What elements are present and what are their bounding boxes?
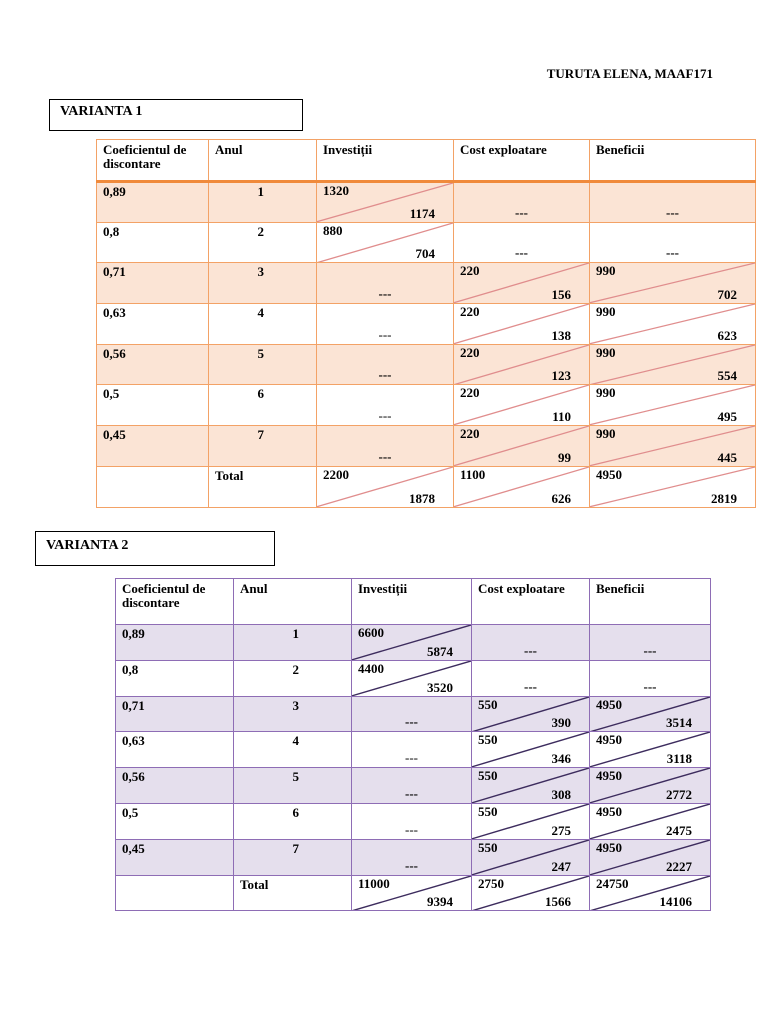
discounted-value: 3118: [666, 751, 692, 767]
empty-dash: ---: [524, 678, 537, 694]
cost-cell: [472, 768, 590, 804]
ben-cell: [590, 426, 756, 467]
year-cell: [234, 696, 352, 732]
total-label: Total: [240, 876, 269, 892]
year-cell: [209, 466, 317, 507]
cost-cell: [454, 222, 590, 263]
cost-cell: [454, 344, 590, 385]
empty-dash: ---: [378, 326, 392, 342]
inv-cell: [352, 839, 472, 875]
cost-cell: [454, 182, 590, 223]
table-row: [97, 222, 756, 263]
discounted-value: 3520: [427, 679, 453, 695]
header-label: Investiții: [323, 142, 373, 157]
year-value: 2: [292, 661, 299, 677]
header-row: [97, 140, 756, 182]
discounted-value: 2475: [666, 822, 692, 838]
nominal-value: 550: [478, 768, 498, 784]
table-row: [116, 625, 711, 661]
coef-value: 0,45: [103, 427, 126, 443]
empty-dash: ---: [378, 408, 392, 424]
header-label: Cost exploatare: [460, 142, 547, 157]
ben-cell: [590, 803, 711, 839]
year-cell: [209, 182, 317, 223]
empty-dash: ---: [378, 448, 392, 464]
ben-cell: [590, 875, 711, 911]
empty-dash: ---: [524, 642, 537, 658]
inv-cell: [352, 625, 472, 661]
empty-dash: ---: [378, 286, 392, 302]
ben-cell: [590, 696, 711, 732]
nominal-value: 220: [460, 304, 480, 320]
nominal-value: 24750: [596, 875, 629, 891]
cost-cell: [454, 385, 590, 426]
header-label: Anul: [240, 581, 268, 596]
discounted-value: 390: [551, 715, 571, 731]
total-label: Total: [215, 467, 244, 483]
inv-cell: [317, 426, 454, 467]
header-label: Beneficii: [596, 581, 645, 596]
nominal-value: 550: [478, 839, 498, 855]
discounted-value: 704: [415, 246, 435, 262]
ben-cell: [590, 839, 711, 875]
discounted-value: 14106: [659, 894, 692, 910]
discounted-value: 623: [717, 327, 737, 343]
year-value: 5: [292, 769, 299, 785]
inv-cell: [352, 768, 472, 804]
year-value: 1: [292, 626, 299, 641]
coef-cell: [97, 263, 209, 304]
cost-cell: [472, 660, 590, 696]
year-value: 1: [257, 184, 264, 199]
cost-cell: [454, 426, 590, 467]
coef-value: 0,8: [122, 661, 139, 677]
cost-cell: [472, 732, 590, 768]
cost-cell: [472, 696, 590, 732]
nominal-value: 880: [323, 222, 343, 238]
discounted-value: 9394: [427, 894, 453, 910]
ben-cell: [590, 466, 756, 507]
ben-cell: [590, 344, 756, 385]
year-cell: [234, 768, 352, 804]
coef-value: 0,71: [103, 264, 126, 280]
nominal-value: 4950: [596, 803, 622, 819]
ben-cell: [590, 263, 756, 304]
header-cell: [590, 140, 756, 182]
empty-dash: ---: [405, 857, 418, 873]
table-row: [116, 696, 711, 732]
empty-dash: ---: [405, 750, 418, 766]
header-cell: [97, 140, 209, 182]
year-cell: [234, 625, 352, 661]
year-cell: [209, 263, 317, 304]
inv-cell: [317, 263, 454, 304]
nominal-value: 4950: [596, 768, 622, 784]
discounted-value: 346: [551, 751, 571, 767]
coef-cell: [97, 426, 209, 467]
nominal-value: 6600: [358, 625, 384, 640]
discounted-value: 156: [551, 287, 571, 303]
header-label: Investiții: [358, 581, 408, 596]
header-cell: [472, 579, 590, 625]
header-cell: [116, 579, 234, 625]
discounted-value: 1878: [409, 490, 435, 506]
cost-cell: [454, 263, 590, 304]
year-cell: [209, 222, 317, 263]
header-label: Cost exploatare: [478, 581, 565, 596]
coef-value: 0,63: [122, 733, 145, 749]
ben-cell: [590, 385, 756, 426]
empty-dash: ---: [515, 204, 528, 220]
coef-cell: [97, 385, 209, 426]
inv-cell: [317, 385, 454, 426]
table-row: [97, 304, 756, 345]
cost-cell: [472, 625, 590, 661]
coef-value: 0,5: [103, 386, 120, 402]
inv-cell: [352, 732, 472, 768]
year-value: 6: [257, 386, 264, 402]
year-value: 4: [292, 733, 299, 749]
nominal-value: 4950: [596, 696, 622, 712]
empty-dash: ---: [405, 785, 418, 801]
coef-cell: [116, 768, 234, 804]
nominal-value: 4950: [596, 732, 622, 748]
nominal-value: 4950: [596, 466, 622, 482]
variant-1-table: [96, 139, 756, 508]
cost-cell: [454, 466, 590, 507]
discounted-value: 702: [717, 287, 737, 303]
table-row: [97, 263, 756, 304]
discounted-value: 3514: [666, 715, 692, 731]
year-cell: [209, 385, 317, 426]
header-cell: [234, 579, 352, 625]
year-cell: [209, 426, 317, 467]
year-cell: [234, 803, 352, 839]
coef-value: 0,56: [122, 769, 145, 785]
year-value: 6: [292, 804, 299, 820]
coef-cell: [97, 466, 209, 507]
nominal-value: 2750: [478, 875, 504, 891]
discounted-value: 2227: [666, 858, 692, 874]
table-row: [116, 732, 711, 768]
nominal-value: 220: [460, 344, 480, 360]
cost-cell: [472, 803, 590, 839]
empty-dash: ---: [643, 678, 657, 694]
nominal-value: 2200: [323, 466, 349, 482]
year-cell: [234, 660, 352, 696]
year-cell: [234, 875, 352, 911]
header-row: [116, 579, 711, 625]
year-value: 7: [257, 427, 264, 443]
nominal-value: 550: [478, 696, 498, 712]
variant-2-title: VARIANTA 2: [46, 538, 129, 553]
discounted-value: 554: [717, 368, 737, 384]
ben-cell: [590, 660, 711, 696]
coef-value: 0,5: [122, 804, 139, 820]
empty-dash: ---: [405, 821, 418, 837]
variant-1-title-box: [49, 99, 303, 131]
year-cell: [234, 732, 352, 768]
coef-value: 0,89: [103, 184, 126, 199]
empty-dash: ---: [405, 714, 418, 730]
nominal-value: 220: [460, 426, 480, 442]
coef-cell: [116, 696, 234, 732]
table-row: [116, 768, 711, 804]
cost-cell: [472, 875, 590, 911]
coef-value: 0,8: [103, 223, 120, 239]
header-cell: [590, 579, 711, 625]
cost-cell: [472, 839, 590, 875]
nominal-value: 220: [460, 385, 480, 401]
coef-cell: [116, 660, 234, 696]
table-row: [116, 660, 711, 696]
discounted-value: 2819: [711, 490, 737, 506]
inv-cell: [352, 875, 472, 911]
inv-cell: [352, 696, 472, 732]
variant-1-title: VARIANTA 1: [60, 104, 143, 119]
empty-dash: ---: [643, 642, 657, 658]
year-value: 4: [257, 305, 264, 321]
inv-cell: [317, 344, 454, 385]
header-cell: [317, 140, 454, 182]
nominal-value: 1100: [460, 466, 486, 482]
coef-cell: [116, 839, 234, 875]
discounted-value: 123: [551, 368, 571, 384]
empty-dash: ---: [666, 204, 679, 220]
nominal-value: 990: [596, 385, 616, 401]
discounted-value: 1566: [545, 894, 571, 910]
year-value: 2: [257, 223, 264, 239]
variant-2-title-box: [35, 531, 275, 566]
coef-cell: [97, 222, 209, 263]
header-label: Coeficientul de discontare: [122, 581, 206, 610]
discounted-value: 626: [551, 490, 571, 506]
author-line: TURUTA ELENA, MAAF171: [546, 66, 713, 81]
year-cell: [209, 304, 317, 345]
coef-value: 0,89: [122, 626, 145, 641]
discounted-value: 275: [551, 822, 571, 838]
table-row: [97, 385, 756, 426]
header-cell: [454, 140, 590, 182]
discounted-value: 308: [551, 786, 571, 802]
ben-cell: [590, 732, 711, 768]
coef-value: 0,45: [122, 840, 145, 856]
ben-cell: [590, 222, 756, 263]
total-row: [97, 466, 756, 507]
year-value: 3: [292, 697, 299, 713]
ben-cell: [590, 182, 756, 223]
nominal-value: 990: [596, 304, 616, 320]
discounted-value: 247: [551, 858, 571, 874]
coef-value: 0,56: [103, 345, 126, 361]
year-value: 5: [257, 345, 264, 361]
nominal-value: 220: [460, 263, 480, 279]
coef-cell: [97, 344, 209, 385]
coef-value: 0,71: [122, 697, 145, 713]
nominal-value: 11000: [358, 875, 390, 891]
nominal-value: 990: [596, 344, 616, 360]
table-row: [97, 426, 756, 467]
nominal-value: 550: [478, 732, 498, 748]
discounted-value: 1174: [409, 205, 435, 221]
discounted-value: 445: [717, 449, 737, 465]
coef-cell: [116, 732, 234, 768]
nominal-value: 4400: [358, 660, 384, 676]
header-label: Anul: [215, 142, 243, 157]
nominal-value: 4950: [596, 839, 622, 855]
empty-dash: ---: [666, 245, 679, 261]
discounted-value: 495: [717, 409, 737, 425]
header-cell: [352, 579, 472, 625]
coef-value: 0,63: [103, 305, 126, 321]
coef-cell: [116, 875, 234, 911]
table-row: [97, 344, 756, 385]
coef-cell: [97, 304, 209, 345]
year-cell: [209, 344, 317, 385]
inv-cell: [317, 222, 454, 263]
inv-cell: [317, 466, 454, 507]
inv-cell: [352, 803, 472, 839]
header-cell: [209, 140, 317, 182]
nominal-value: 990: [596, 263, 616, 279]
nominal-value: 990: [596, 426, 616, 442]
table-row: [97, 182, 756, 223]
year-value: 3: [257, 264, 264, 280]
header-label: Coeficientul de discontare: [103, 142, 187, 171]
inv-cell: [317, 182, 454, 223]
discounted-value: 99: [558, 449, 571, 465]
variant-2-table: [115, 578, 711, 911]
total-row: [116, 875, 711, 911]
inv-cell: [352, 660, 472, 696]
discounted-value: 110: [552, 409, 571, 425]
header-label: Beneficii: [596, 142, 645, 157]
empty-dash: ---: [515, 245, 528, 261]
cost-cell: [454, 304, 590, 345]
discounted-value: 138: [551, 327, 571, 343]
year-cell: [234, 839, 352, 875]
inv-cell: [317, 304, 454, 345]
coef-cell: [116, 625, 234, 661]
discounted-value: 2772: [666, 786, 692, 802]
ben-cell: [590, 304, 756, 345]
coef-cell: [116, 803, 234, 839]
ben-cell: [590, 768, 711, 804]
coef-cell: [97, 182, 209, 223]
ben-cell: [590, 625, 711, 661]
table-row: [116, 839, 711, 875]
nominal-value: 1320: [323, 183, 349, 198]
table-row: [116, 803, 711, 839]
nominal-value: 550: [478, 803, 498, 819]
empty-dash: ---: [378, 367, 392, 383]
year-value: 7: [292, 840, 299, 856]
discounted-value: 5874: [427, 643, 453, 659]
